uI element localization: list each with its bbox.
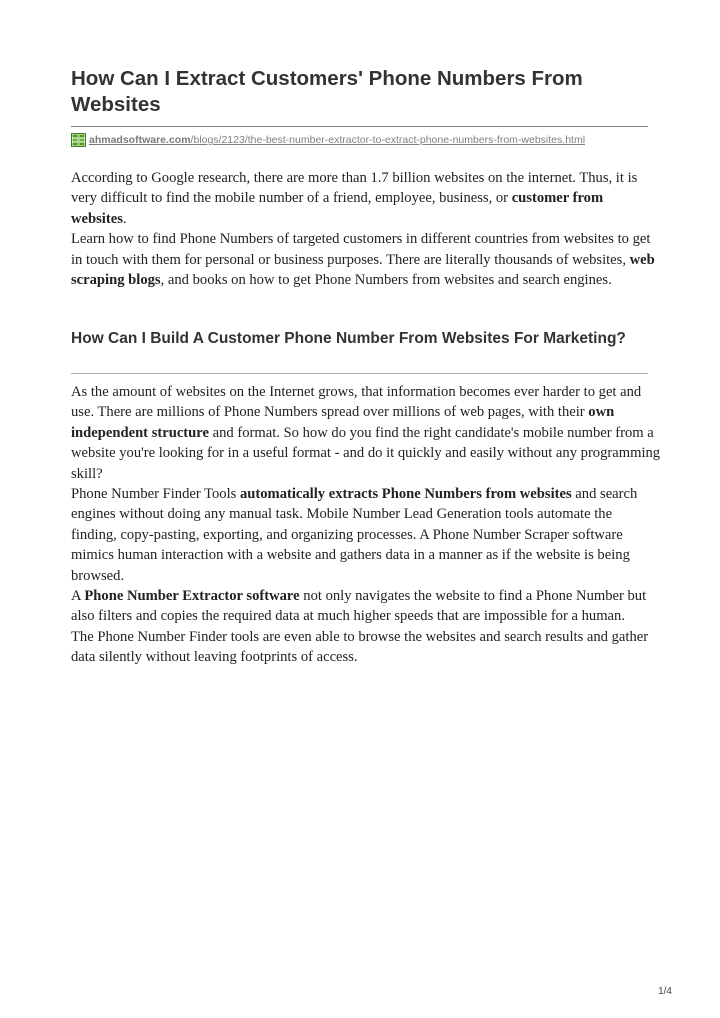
page-title: How Can I Extract Customers' Phone Numbers From Websites: [71, 67, 583, 116]
page-number: 1/4: [658, 986, 672, 997]
section-paragraphs: [71, 382, 661, 668]
source-path-link[interactable]: /blogs/2123/the-best-number-extractor-to-extract-phone-numbers-from-websites.html: [190, 134, 586, 146]
section-bold-2: automatically extracts Phone Numbers from websites: [239, 486, 572, 503]
section-text-1: As the amount of websites on the Internet grows, that information becomes ever harder to get and use. There are millions of Phone Numbers spread over millions of web pages, with their: [71, 384, 642, 421]
section-divider: [71, 373, 648, 374]
intro-text-2: .: [122, 210, 127, 227]
source-domain-link[interactable]: ahmadsoftware.com: [89, 134, 191, 146]
section-heading: How Can I Build A Customer Phone Number From Websites For Marketing?: [71, 330, 626, 347]
section-text-6: not only navigates the website to find a Phone Number but also filters and copies the required data at much higher speeds that are impossible for a human.: [71, 588, 647, 625]
archive-icon: [71, 133, 86, 147]
intro-bold-1: customer from websites: [71, 190, 604, 227]
section-text-4: and search engines without doing any manual task. Mobile Number Lead Generation tools automate the finding, copy-pasting, exporting, and organizing processes. A Phone Number Scraper software mimics human interaction with a website and gathers data in a manner as if the website is being browsed.: [71, 486, 638, 584]
intro-paragraphs: [71, 168, 661, 290]
section-text-5: A: [71, 588, 85, 605]
section-bold-1: own independent structure: [71, 404, 615, 441]
title-divider: [71, 126, 648, 127]
intro-text-1: According to Google research, there are more than 1.7 billion websites on the internet. Thus, it is very difficult to find the mobile number of a friend, employee, business, or: [71, 170, 638, 207]
intro-text-3: Learn how to find Phone Numbers of targeted customers in different countries from websites to get in touch with them for personal or business purposes. There are literally thousands of websites,: [71, 231, 651, 268]
intro-bold-2: web scraping blogs: [71, 251, 655, 289]
source-line: [71, 132, 671, 148]
section-text-3: Phone Number Finder Tools: [71, 486, 240, 503]
section-text-7: The Phone Number Finder tools are even able to browse the websites and search results and gather data silently without leaving footprints of access.: [71, 628, 649, 666]
section-bold-3: Phone Number Extractor software: [84, 588, 300, 605]
section-text-2: and format. So how do you find the right candidate's mobile number from a website you're looking for in a useful format - and do it quickly and easily without any programming skill?: [71, 424, 661, 482]
intro-text-4: , and books on how to get Phone Numbers from websites and search engines.: [160, 272, 612, 289]
